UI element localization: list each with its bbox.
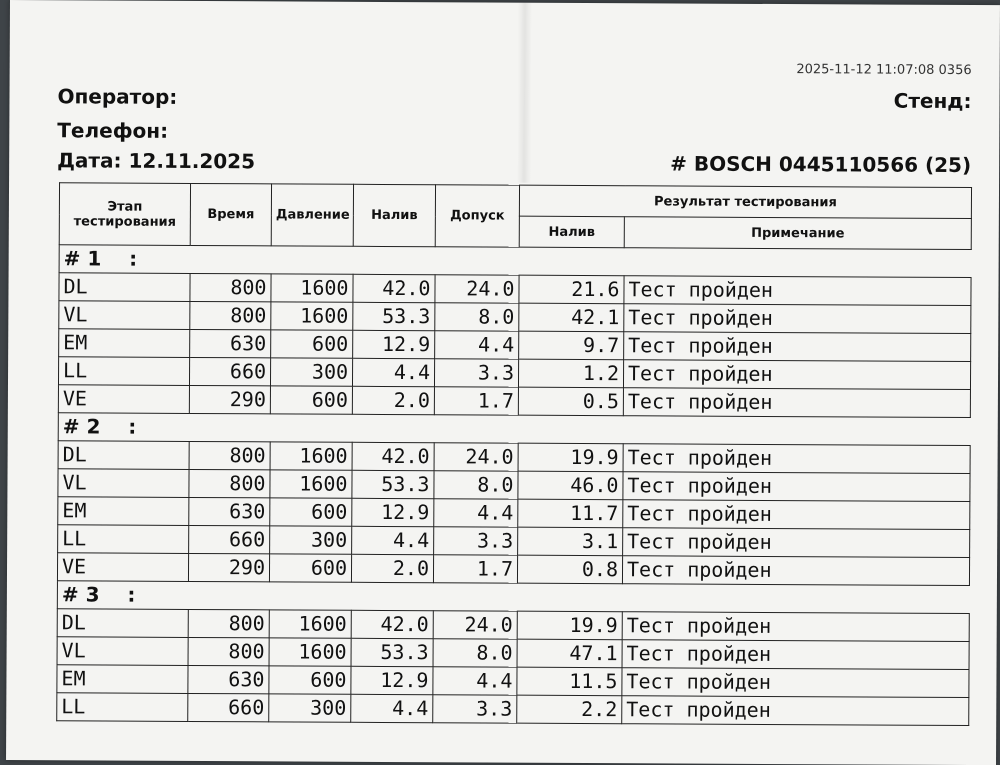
cell-result-fill: 19.9 bbox=[518, 443, 623, 472]
printed-report bbox=[6, 0, 1000, 765]
cell-fill: 53.3 bbox=[351, 638, 433, 666]
cell-time: 660 bbox=[188, 693, 269, 721]
cell-note: Тест пройден bbox=[622, 612, 969, 642]
cell-pressure: 1600 bbox=[270, 442, 352, 470]
cell-note: Тест пройден bbox=[624, 332, 971, 362]
group-label: # 2 : bbox=[58, 413, 970, 446]
cell-tolerance: 3.3 bbox=[434, 527, 518, 555]
cell-tolerance: 1.7 bbox=[434, 387, 518, 415]
col-pressure: Давление bbox=[271, 184, 353, 246]
cell-stage: VL bbox=[58, 469, 189, 498]
cell-pressure: 300 bbox=[270, 358, 352, 386]
cell-fill: 42.0 bbox=[351, 610, 433, 638]
cell-result-fill: 21.6 bbox=[519, 275, 624, 304]
cell-tolerance: 8.0 bbox=[433, 639, 517, 667]
cell-stage: EM bbox=[58, 497, 189, 526]
cell-note: Тест пройден bbox=[622, 556, 969, 586]
cell-note: Тест пройден bbox=[622, 640, 969, 670]
cell-pressure: 600 bbox=[269, 554, 351, 582]
cell-note: Тест пройден bbox=[623, 388, 970, 418]
cell-tolerance: 8.0 bbox=[434, 471, 518, 499]
cell-tolerance: 4.4 bbox=[435, 331, 519, 359]
cell-time: 660 bbox=[189, 525, 270, 553]
cell-stage: EM bbox=[59, 329, 190, 358]
cell-tolerance: 8.0 bbox=[435, 303, 519, 331]
cell-pressure: 600 bbox=[269, 666, 351, 694]
cell-tolerance: 4.4 bbox=[433, 667, 517, 695]
cell-fill: 42.0 bbox=[352, 442, 434, 470]
cell-fill: 53.3 bbox=[353, 302, 435, 330]
date-label: Дата: 12.11.2025 bbox=[57, 148, 256, 174]
cell-pressure: 1600 bbox=[269, 610, 351, 638]
paper-fold bbox=[517, 3, 532, 183]
phone-label: Телефон: bbox=[57, 118, 169, 143]
cell-stage: VL bbox=[59, 301, 190, 330]
col-result-fill: Налив bbox=[519, 216, 624, 248]
cell-note: Тест пройден bbox=[622, 668, 969, 698]
cell-fill: 12.9 bbox=[351, 666, 433, 694]
cell-result-fill: 42.1 bbox=[519, 303, 624, 332]
cell-stage: DL bbox=[57, 609, 188, 638]
cell-result-fill: 3.1 bbox=[518, 527, 623, 556]
cell-time: 800 bbox=[189, 441, 270, 469]
cell-stage: VE bbox=[57, 553, 188, 582]
cell-pressure: 600 bbox=[271, 330, 353, 358]
cell-stage: EM bbox=[57, 665, 188, 694]
cell-note: Тест пройден bbox=[623, 360, 970, 390]
cell-result-fill: 19.9 bbox=[517, 611, 622, 640]
cell-note: Тест пройден bbox=[623, 528, 970, 558]
col-time: Время bbox=[190, 183, 271, 245]
cell-stage: LL bbox=[58, 357, 189, 386]
cell-tolerance: 24.0 bbox=[435, 275, 519, 303]
operator-label: Оператор: bbox=[57, 84, 178, 109]
cell-pressure: 1600 bbox=[271, 274, 353, 302]
cell-pressure: 1600 bbox=[270, 470, 352, 498]
group-label: # 1 : bbox=[59, 245, 971, 278]
cell-tolerance: 3.3 bbox=[433, 695, 517, 723]
cell-fill: 53.3 bbox=[352, 470, 434, 498]
cell-result-fill: 9.7 bbox=[519, 331, 624, 360]
cell-time: 630 bbox=[188, 665, 269, 693]
cell-time: 800 bbox=[189, 469, 270, 497]
cell-time: 630 bbox=[189, 497, 270, 525]
cell-note: Тест пройден bbox=[623, 444, 970, 474]
cell-fill: 2.0 bbox=[352, 386, 434, 414]
cell-stage: VE bbox=[58, 385, 189, 414]
injector-model: # BOSCH 0445110566 (25) bbox=[670, 151, 972, 178]
results-body bbox=[57, 245, 971, 726]
cell-fill: 4.4 bbox=[351, 694, 433, 722]
cell-time: 800 bbox=[190, 273, 271, 301]
col-result: Результат тестирования bbox=[519, 185, 971, 218]
cell-tolerance: 4.4 bbox=[434, 499, 518, 527]
cell-note: Тест пройден bbox=[624, 304, 971, 334]
cell-note: Тест пройден bbox=[623, 472, 970, 502]
cell-stage: LL bbox=[58, 525, 189, 554]
cell-tolerance: 1.7 bbox=[433, 555, 517, 583]
cell-fill: 42.0 bbox=[353, 274, 435, 302]
cell-tolerance: 24.0 bbox=[433, 611, 517, 639]
cell-stage: LL bbox=[57, 693, 188, 722]
cell-fill: 12.9 bbox=[352, 498, 434, 526]
col-stage: Этап тестирования bbox=[59, 183, 190, 246]
cell-result-fill: 0.5 bbox=[518, 387, 623, 416]
cell-result-fill: 11.5 bbox=[517, 667, 622, 696]
cell-time: 800 bbox=[188, 609, 269, 637]
col-tolerance: Допуск bbox=[435, 185, 519, 247]
cell-note: Тест пройден bbox=[623, 500, 970, 530]
cell-fill: 2.0 bbox=[351, 554, 433, 582]
cell-pressure: 1600 bbox=[271, 302, 353, 330]
cell-result-fill: 47.1 bbox=[517, 639, 622, 668]
stand-label: Стенд: bbox=[893, 88, 972, 114]
group-label: # 3 : bbox=[57, 581, 969, 614]
cell-time: 290 bbox=[188, 553, 269, 581]
cell-stage: DL bbox=[58, 441, 189, 470]
cell-time: 800 bbox=[190, 301, 271, 329]
cell-time: 660 bbox=[189, 357, 270, 385]
cell-time: 630 bbox=[190, 329, 271, 357]
results-table bbox=[56, 182, 972, 726]
cell-time: 800 bbox=[188, 637, 269, 665]
cell-result-fill: 1.2 bbox=[518, 359, 623, 388]
cell-stage: DL bbox=[59, 273, 190, 302]
cell-pressure: 600 bbox=[270, 386, 352, 414]
cell-pressure: 300 bbox=[270, 526, 352, 554]
cell-pressure: 600 bbox=[270, 498, 352, 526]
cell-result-fill: 46.0 bbox=[518, 471, 623, 500]
cell-time: 290 bbox=[189, 385, 270, 413]
cell-stage: VL bbox=[57, 637, 188, 666]
table-row bbox=[57, 693, 969, 726]
cell-fill: 12.9 bbox=[353, 330, 435, 358]
cell-note: Тест пройден bbox=[624, 276, 971, 306]
cell-tolerance: 3.3 bbox=[434, 359, 518, 387]
cell-fill: 4.4 bbox=[352, 358, 434, 386]
print-timestamp: 2025-11-12 11:07:08 0356 bbox=[796, 62, 972, 79]
cell-pressure: 300 bbox=[269, 694, 351, 722]
cell-result-fill: 2.2 bbox=[517, 695, 622, 724]
cell-result-fill: 11.7 bbox=[518, 499, 623, 528]
cell-tolerance: 24.0 bbox=[434, 443, 518, 471]
cell-result-fill: 0.8 bbox=[517, 555, 622, 584]
cell-pressure: 1600 bbox=[269, 638, 351, 666]
cell-note: Тест пройден bbox=[622, 696, 969, 726]
col-note: Примечание bbox=[624, 217, 971, 250]
cell-fill: 4.4 bbox=[352, 526, 434, 554]
col-fill: Налив bbox=[353, 184, 435, 246]
